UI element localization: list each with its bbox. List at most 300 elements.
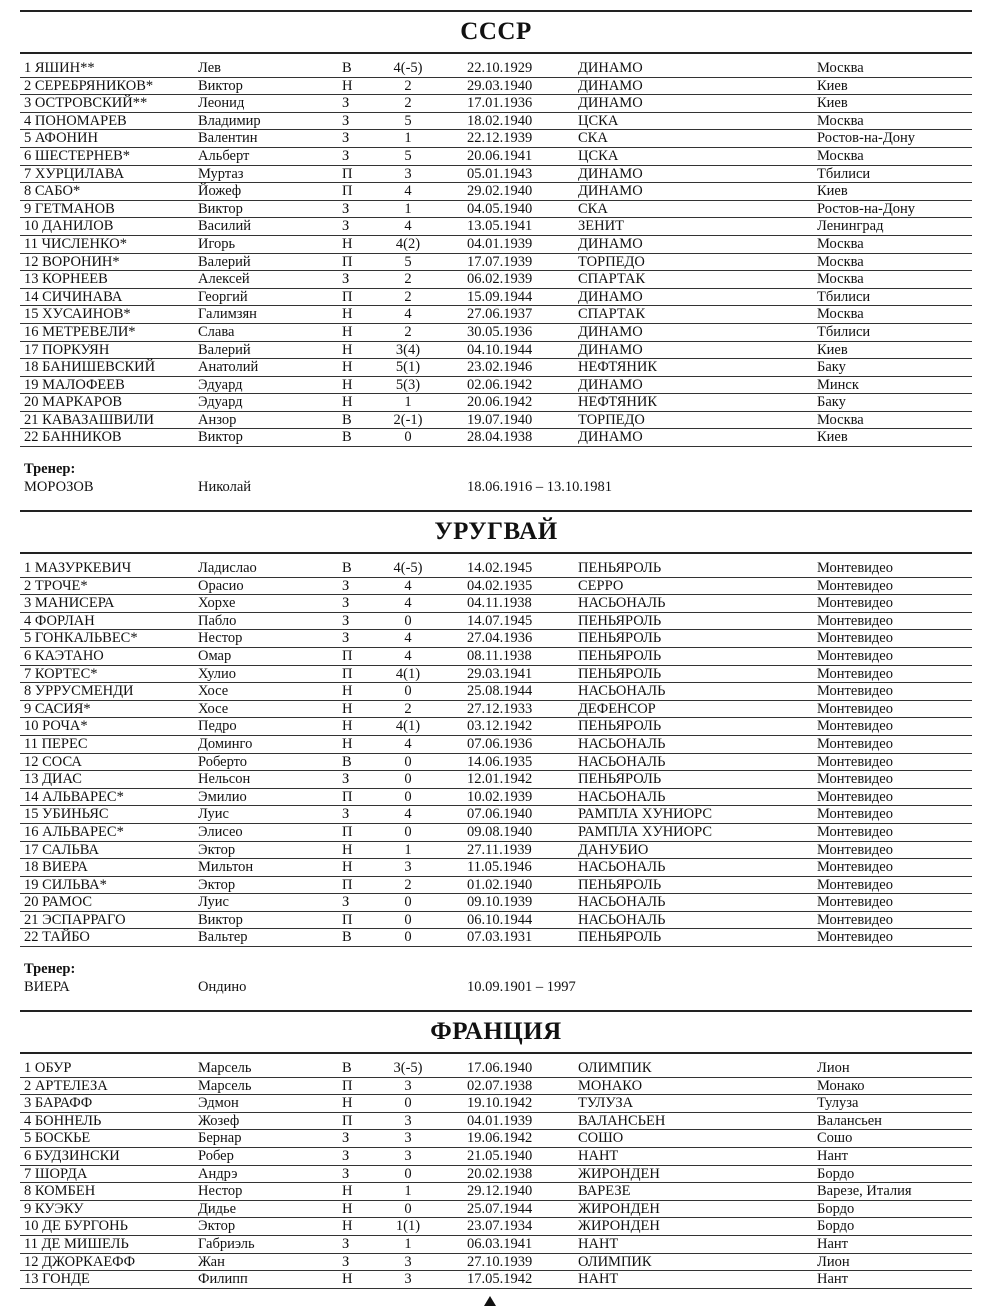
player-birthdate: 09.08.1940 (467, 823, 533, 840)
player-caps: 1 (404, 200, 412, 217)
player-club: РАМПЛА ХУНИОРС (578, 806, 713, 823)
player-club: ДИНАМО (578, 323, 643, 340)
player-surname: 7 ХУРЦИЛАВА (24, 165, 125, 182)
player-name: Жозеф (198, 1112, 240, 1129)
player-surname: 4 ФОРЛАН (24, 612, 95, 629)
player-row (20, 578, 972, 596)
player-caps: 1 (404, 1235, 412, 1252)
player-birthdate: 07.06.1936 (467, 735, 533, 752)
player-city: Ростов-на-Дону (817, 200, 915, 217)
player-club: НАНТ (578, 1271, 619, 1288)
player-name: Слава (198, 323, 235, 340)
player-caps: 5(1) (395, 359, 421, 376)
team-section-uruguay (20, 510, 972, 1001)
player-caps: 3 (404, 859, 412, 876)
player-row (20, 842, 972, 860)
player-name: Жан (198, 1253, 225, 1270)
player-surname: 11 ПЕРЕС (24, 735, 88, 752)
player-name: Педро (198, 718, 237, 735)
player-surname: 17 ПОРКУЯН (24, 341, 110, 358)
player-caps: 4(2) (395, 235, 421, 252)
player-position: З (342, 95, 350, 112)
player-row (20, 60, 972, 78)
player-name: Робер (198, 1147, 234, 1164)
player-caps: 4 (404, 577, 412, 594)
player-club: ЖИРОНДЕН (578, 1200, 660, 1217)
player-row (20, 429, 972, 447)
player-city: Москва (817, 60, 864, 76)
player-surname: 3 БАРАФФ (24, 1095, 93, 1112)
player-caps: 2 (404, 271, 412, 288)
player-city: Монтевидео (817, 577, 893, 594)
player-birthdate: 29.02.1940 (467, 183, 533, 200)
player-city: Москва (817, 306, 864, 323)
player-surname: 16 АЛЬВАРЕС* (24, 823, 124, 840)
player-position: З (342, 894, 350, 911)
player-caps: 2 (404, 77, 412, 94)
player-row (20, 1201, 972, 1219)
player-caps: 4(1) (395, 718, 421, 735)
player-row (20, 377, 972, 395)
player-surname: 3 ОСТРОВСКИЙ** (24, 95, 148, 112)
player-name: Леонид (198, 95, 245, 112)
player-caps: 5(3) (395, 376, 421, 393)
player-caps: 3(-5) (393, 1060, 423, 1076)
player-caps: 1 (404, 130, 412, 147)
player-caps: 4 (404, 647, 412, 664)
player-birthdate: 27.12.1933 (467, 700, 533, 717)
player-birthdate: 28.04.1938 (467, 429, 533, 446)
player-caps: 4 (404, 183, 412, 200)
player-birthdate: 17.07.1939 (467, 253, 533, 270)
player-position: Н (342, 1271, 353, 1288)
player-surname: 22 ТАЙБО (24, 929, 90, 946)
player-city: Монтевидео (817, 894, 893, 911)
player-row (20, 412, 972, 430)
player-caps: 0 (404, 1200, 412, 1217)
player-club: ОЛИМПИК (578, 1060, 652, 1076)
player-city: Монтевидео (817, 595, 893, 612)
player-row (20, 271, 972, 289)
player-row (20, 736, 972, 754)
player-city: Монтевидео (817, 753, 893, 770)
coach-label: Тренер: (24, 961, 76, 978)
player-club: ВАРЕЗЕ (578, 1183, 631, 1200)
player-name: Пабло (198, 612, 237, 629)
player-surname: 20 МАРКАРОВ (24, 394, 123, 411)
player-name: Ладислао (198, 560, 257, 576)
player-surname: 12 ДЖОРКАЕФФ (24, 1253, 136, 1270)
player-row (20, 877, 972, 895)
player-surname: 6 БУДЗИНСКИ (24, 1147, 120, 1164)
player-caps: 1 (404, 394, 412, 411)
title-rule (20, 552, 972, 554)
player-name: Марсель (198, 1077, 252, 1094)
player-club: ЦСКА (578, 147, 619, 164)
player-position: Н (342, 306, 353, 323)
player-row (20, 1095, 972, 1113)
player-row (20, 648, 972, 666)
player-position: Н (342, 77, 353, 94)
player-club: СЕРРО (578, 577, 624, 594)
player-city: Монтевидео (817, 929, 893, 946)
coach-surname: ВИЕРА (24, 979, 70, 996)
player-birthdate: 29.03.1941 (467, 665, 533, 682)
player-club: ЗЕНИТ (578, 218, 624, 235)
continue-arrow-icon (484, 1296, 496, 1306)
player-city: Монако (817, 1077, 865, 1094)
player-position: П (342, 823, 353, 840)
player-name: Виктор (198, 77, 243, 94)
player-row (20, 613, 972, 631)
player-birthdate: 17.01.1936 (467, 95, 533, 112)
player-position: В (342, 60, 352, 76)
player-surname: 5 АФОНИН (24, 130, 98, 147)
player-city: Баку (817, 359, 846, 376)
player-birthdate: 23.02.1946 (467, 359, 533, 376)
player-position: З (342, 1253, 350, 1270)
player-birthdate: 22.10.1929 (467, 60, 533, 76)
player-city: Монтевидео (817, 718, 893, 735)
player-caps: 0 (404, 788, 412, 805)
player-position: В (342, 1060, 352, 1076)
player-caps: 5 (404, 112, 412, 129)
player-club: ДИНАМО (578, 341, 643, 358)
player-caps: 2 (404, 700, 412, 717)
player-row (20, 701, 972, 719)
player-position: З (342, 612, 350, 629)
player-position: З (342, 130, 350, 147)
player-city: Монтевидео (817, 612, 893, 629)
team-title: ФРАНЦИЯ (430, 1018, 562, 1045)
player-caps: 0 (404, 1165, 412, 1182)
player-club: ДИНАМО (578, 429, 643, 446)
player-position: П (342, 288, 353, 305)
player-birthdate: 04.05.1940 (467, 200, 533, 217)
player-caps: 2(-1) (393, 411, 423, 428)
player-surname: 15 ХУСАИНОВ* (24, 306, 131, 323)
player-surname: 19 МАЛОФЕЕВ (24, 376, 125, 393)
player-birthdate: 23.07.1934 (467, 1218, 533, 1235)
player-row (20, 218, 972, 236)
player-birthdate: 14.06.1935 (467, 753, 533, 770)
player-birthdate: 25.07.1944 (467, 1200, 533, 1217)
player-name: Альберт (198, 147, 250, 164)
player-row (20, 95, 972, 113)
player-birthdate: 27.06.1937 (467, 306, 533, 323)
player-city: Тбилиси (817, 323, 871, 340)
player-surname: 12 СОСА (24, 753, 82, 770)
player-name: Анатолий (198, 359, 259, 376)
player-surname: 12 ВОРОНИН* (24, 253, 120, 270)
player-city: Монтевидео (817, 647, 893, 664)
player-row (20, 754, 972, 772)
player-name: Виктор (198, 911, 243, 928)
player-city: Нант (817, 1235, 849, 1252)
player-birthdate: 02.07.1938 (467, 1077, 533, 1094)
player-row (20, 306, 972, 324)
player-row (20, 1218, 972, 1236)
player-surname: 21 ЭСПАРРАГО (24, 911, 126, 928)
player-birthdate: 17.06.1940 (467, 1060, 533, 1076)
player-surname: 9 САСИЯ* (24, 700, 91, 717)
player-position: П (342, 876, 353, 893)
player-caps: 3 (404, 1253, 412, 1270)
player-caps: 0 (404, 612, 412, 629)
player-position: П (342, 253, 353, 270)
player-city: Москва (817, 253, 864, 270)
player-surname: 3 МАНИСЕРА (24, 595, 115, 612)
player-name: Хосе (198, 700, 229, 717)
player-position: Н (342, 1183, 353, 1200)
player-city: Москва (817, 235, 864, 252)
player-city: Монтевидео (817, 630, 893, 647)
player-caps: 2 (404, 95, 412, 112)
player-city: Баку (817, 394, 846, 411)
player-row (20, 1113, 972, 1131)
player-birthdate: 29.12.1940 (467, 1183, 533, 1200)
player-birthdate: 01.02.1940 (467, 876, 533, 893)
player-position: З (342, 147, 350, 164)
player-surname: 20 РАМОС (24, 894, 93, 911)
player-club: СПАРТАК (578, 271, 646, 288)
player-position: П (342, 1077, 353, 1094)
player-city: Монтевидео (817, 560, 893, 576)
player-name: Нестор (198, 1183, 243, 1200)
player-row (20, 183, 972, 201)
player-name: Эдуард (198, 376, 243, 393)
player-position: З (342, 271, 350, 288)
player-position: Н (342, 394, 353, 411)
player-surname: 8 САБО* (24, 183, 81, 200)
player-row (20, 683, 972, 701)
player-row (20, 824, 972, 842)
player-row (20, 1060, 972, 1078)
coach-block (20, 461, 972, 501)
player-name: Марсель (198, 1060, 252, 1076)
player-club: НЕФТЯНИК (578, 359, 658, 376)
player-birthdate: 15.09.1944 (467, 288, 533, 305)
player-surname: 9 ГЕТМАНОВ (24, 200, 115, 217)
player-position: П (342, 665, 353, 682)
player-club: НАСЬОНАЛЬ (578, 595, 666, 612)
player-name: Валерий (198, 341, 251, 358)
player-club: ТОРПЕДО (578, 253, 645, 270)
player-name: Эктор (198, 1218, 236, 1235)
player-caps: 4 (404, 630, 412, 647)
player-city: Ленинград (817, 218, 884, 235)
player-caps: 0 (404, 429, 412, 446)
player-position: П (342, 165, 353, 182)
player-surname: 18 БАНИШЕВСКИЙ (24, 359, 156, 376)
player-caps: 4 (404, 306, 412, 323)
player-caps: 5 (404, 253, 412, 270)
player-surname: 13 ГОНДЕ (24, 1271, 90, 1288)
player-position: Н (342, 323, 353, 340)
player-club: ВАЛАНСЬЕН (578, 1112, 666, 1129)
player-position: Н (342, 1200, 353, 1217)
player-list (20, 560, 972, 947)
player-list (20, 60, 972, 447)
player-list (20, 1060, 972, 1289)
player-club: МОНАКО (578, 1077, 643, 1094)
player-birthdate: 17.05.1942 (467, 1271, 533, 1288)
player-position: Н (342, 859, 353, 876)
player-birthdate: 05.01.1943 (467, 165, 533, 182)
player-birthdate: 19.06.1942 (467, 1130, 533, 1147)
player-caps: 1 (404, 841, 412, 858)
player-birthdate: 27.04.1936 (467, 630, 533, 647)
player-position: Н (342, 735, 353, 752)
player-position: З (342, 1235, 350, 1252)
player-row (20, 324, 972, 342)
player-surname: 1 ЯШИН** (24, 60, 95, 76)
player-row (20, 254, 972, 272)
player-club: РАМПЛА ХУНИОРС (578, 823, 713, 840)
player-caps: 3 (404, 1271, 412, 1288)
player-city: Лион (817, 1253, 850, 1270)
player-city: Тулуза (817, 1095, 859, 1112)
player-name: Хорхе (198, 595, 236, 612)
player-name: Алексей (198, 271, 250, 288)
player-position: З (342, 806, 350, 823)
coach-block (20, 961, 972, 1001)
player-club: ПЕНЬЯРОЛЬ (578, 771, 662, 788)
player-birthdate: 12.01.1942 (467, 771, 533, 788)
player-caps: 4 (404, 595, 412, 612)
player-name: Эктор (198, 841, 236, 858)
player-caps: 0 (404, 929, 412, 946)
player-birthdate: 08.11.1938 (467, 647, 532, 664)
player-name: Роберто (198, 753, 248, 770)
player-birthdate: 21.05.1940 (467, 1147, 533, 1164)
player-city: Монтевидео (817, 859, 893, 876)
player-position: В (342, 929, 352, 946)
player-surname: 1 ОБУР (24, 1060, 72, 1076)
player-city: Монтевидео (817, 823, 893, 840)
player-city: Монтевидео (817, 735, 893, 752)
player-club: ЦСКА (578, 112, 619, 129)
player-birthdate: 14.02.1945 (467, 560, 533, 576)
player-name: Вальтер (198, 929, 248, 946)
player-position: Н (342, 359, 353, 376)
player-surname: 8 УРРУСМЕНДИ (24, 683, 134, 700)
player-name: Доминго (198, 735, 253, 752)
player-surname: 15 УБИНЬЯС (24, 806, 109, 823)
player-caps: 4 (404, 218, 412, 235)
player-city: Сошо (817, 1130, 853, 1147)
player-city: Тбилиси (817, 165, 871, 182)
player-birthdate: 11.05.1946 (467, 859, 532, 876)
player-club: ПЕНЬЯРОЛЬ (578, 929, 662, 946)
player-surname: 6 КАЭТАНО (24, 647, 104, 664)
player-caps: 1 (404, 1183, 412, 1200)
player-caps: 2 (404, 323, 412, 340)
player-city: Лион (817, 1060, 850, 1076)
player-birthdate: 19.07.1940 (467, 411, 533, 428)
player-city: Монтевидео (817, 841, 893, 858)
player-club: ПЕНЬЯРОЛЬ (578, 876, 662, 893)
player-caps: 5 (404, 147, 412, 164)
player-row (20, 806, 972, 824)
player-row (20, 859, 972, 877)
player-surname: 7 КОРТЕС* (24, 665, 98, 682)
player-city: Монтевидео (817, 683, 893, 700)
player-city: Киев (817, 95, 848, 112)
player-birthdate: 04.11.1938 (467, 595, 532, 612)
player-name: Валерий (198, 253, 251, 270)
player-city: Валансьен (817, 1112, 882, 1129)
player-city: Минск (817, 376, 859, 393)
player-caps: 4(1) (395, 665, 421, 682)
coach-name: Николай (198, 479, 252, 496)
player-city: Тбилиси (817, 288, 871, 305)
player-club: СКА (578, 130, 608, 147)
player-club: ПЕНЬЯРОЛЬ (578, 718, 662, 735)
player-city: Бордо (817, 1200, 855, 1217)
player-row (20, 1130, 972, 1148)
player-club: ДИНАМО (578, 376, 643, 393)
player-name: Габриэль (198, 1235, 255, 1252)
player-caps: 4 (404, 735, 412, 752)
player-name: Эдуард (198, 394, 243, 411)
player-club: СПАРТАК (578, 306, 646, 323)
team-section-france (20, 1010, 972, 1289)
player-surname: 10 РОЧА* (24, 718, 88, 735)
player-club: НАСЬОНАЛЬ (578, 753, 666, 770)
player-name: Эктор (198, 876, 236, 893)
player-surname: 5 ГОНКАЛЬВЕС* (24, 630, 138, 647)
player-surname: 11 ЧИСЛЕНКО* (24, 235, 127, 252)
player-row (20, 912, 972, 930)
player-name: Анзор (198, 411, 237, 428)
player-birthdate: 04.01.1939 (467, 1112, 533, 1129)
player-club: НАНТ (578, 1235, 619, 1252)
player-position: Н (342, 718, 353, 735)
player-position: В (342, 560, 352, 576)
player-birthdate: 13.05.1941 (467, 218, 533, 235)
player-position: З (342, 595, 350, 612)
player-surname: 22 БАННИКОВ (24, 429, 122, 446)
player-city: Москва (817, 271, 864, 288)
player-position: В (342, 753, 352, 770)
player-position: Н (342, 841, 353, 858)
player-city: Монтевидео (817, 788, 893, 805)
player-name: Виктор (198, 429, 243, 446)
player-city: Киев (817, 183, 848, 200)
player-city: Ростов-на-Дону (817, 130, 915, 147)
player-birthdate: 06.02.1939 (467, 271, 533, 288)
team-title: УРУГВАЙ (434, 518, 558, 545)
title-rule (20, 1052, 972, 1054)
player-club: ОЛИМПИК (578, 1253, 652, 1270)
player-row (20, 560, 972, 578)
player-caps: 4(-5) (393, 60, 423, 76)
player-city: Киев (817, 429, 848, 446)
player-position: Н (342, 700, 353, 717)
player-birthdate: 04.10.1944 (467, 341, 533, 358)
player-position: В (342, 411, 352, 428)
player-name: Мильтон (198, 859, 254, 876)
player-city: Монтевидео (817, 806, 893, 823)
player-position: П (342, 911, 353, 928)
player-surname: 2 ТРОЧЕ* (24, 577, 88, 594)
player-club: ДИНАМО (578, 165, 643, 182)
player-row (20, 666, 972, 684)
player-name: Георгий (198, 288, 248, 305)
player-caps: 0 (404, 1095, 412, 1112)
player-birthdate: 20.06.1942 (467, 394, 533, 411)
